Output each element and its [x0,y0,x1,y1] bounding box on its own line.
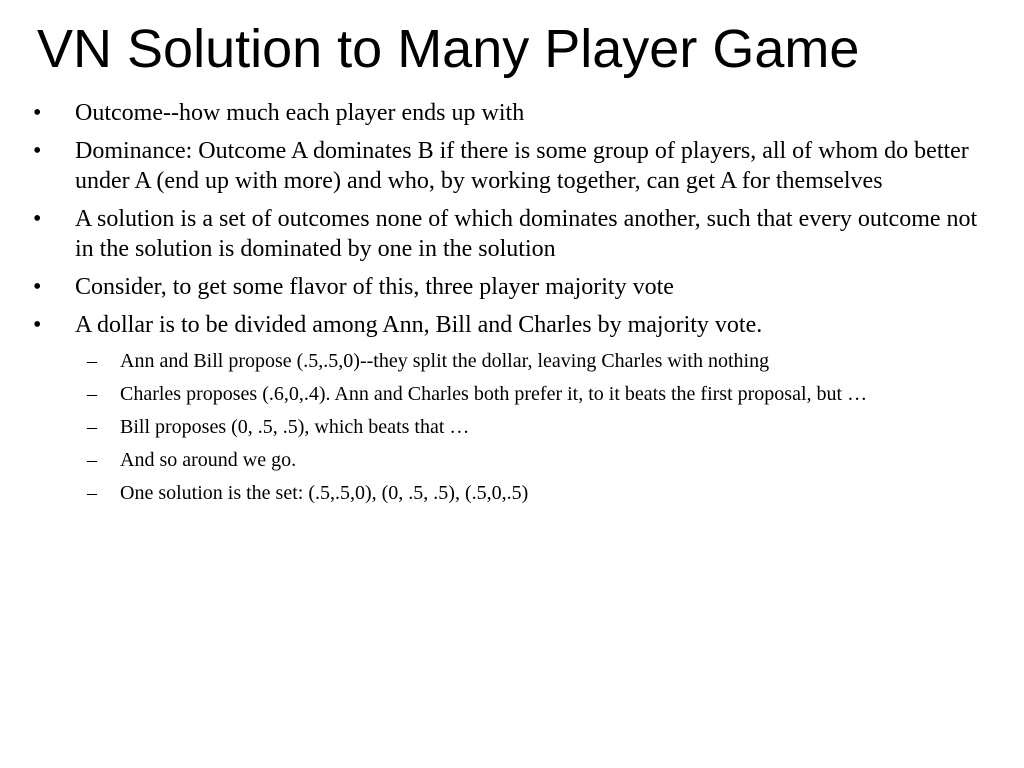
sub-bullet-item [30,348,990,375]
bullet-text: A solution is a set of outcomes none of which dominates another, such that every outcome not in the solution is dominated by one in the solution [75,206,978,262]
sub-bullet-item [30,381,990,408]
bullet-item [30,310,990,340]
bullet-item [30,98,990,128]
bullet-marker: • [33,312,42,338]
sub-bullet-text: And so around we go. [120,449,297,471]
bullet-text: Outcome--how much each player ends up with [75,100,525,126]
sub-bullet-marker: – [87,383,97,405]
bullet-item [30,272,990,302]
bullet-item [30,204,990,264]
sub-bullet-marker: – [87,482,97,504]
sub-bullet-text: Bill proposes (0, .5, .5), which beats that … [120,416,470,438]
bullet-text: Consider, to get some flavor of this, three player majority vote [75,274,674,300]
sub-bullet-text: One solution is the set: (.5,.5,0), (0, .5, .5), (.5,0,.5) [120,482,529,504]
bullet-item [30,136,990,196]
bullet-marker: • [33,100,42,126]
sub-bullet-item [30,414,990,441]
sub-bullet-item [30,447,990,474]
sub-bullet-marker: – [87,350,97,372]
bullet-text: A dollar is to be divided among Ann, Bill and Charles by majority vote. [75,312,763,338]
sub-bullet-item [30,480,990,507]
sub-bullet-marker: – [87,416,97,438]
sub-bullet-marker: – [87,449,97,471]
bullet-marker: • [33,138,42,164]
sub-bullet-text: Charles proposes (.6,0,.4). Ann and Charles both prefer it, to it beats the first proposal, but … [120,383,868,405]
bullet-text: Dominance: Outcome A dominates B if there is some group of players, all of whom do better under A (end up with more) and who, by working together, can get A for themselves [75,138,969,194]
slide-title: VN Solution to Many Player Game [37,19,860,79]
bullet-marker: • [33,274,42,300]
bullet-marker: • [33,206,42,232]
sub-bullet-text: Ann and Bill propose (.5,.5,0)--they split the dollar, leaving Charles with nothing [120,350,770,372]
slide-content [30,98,990,513]
